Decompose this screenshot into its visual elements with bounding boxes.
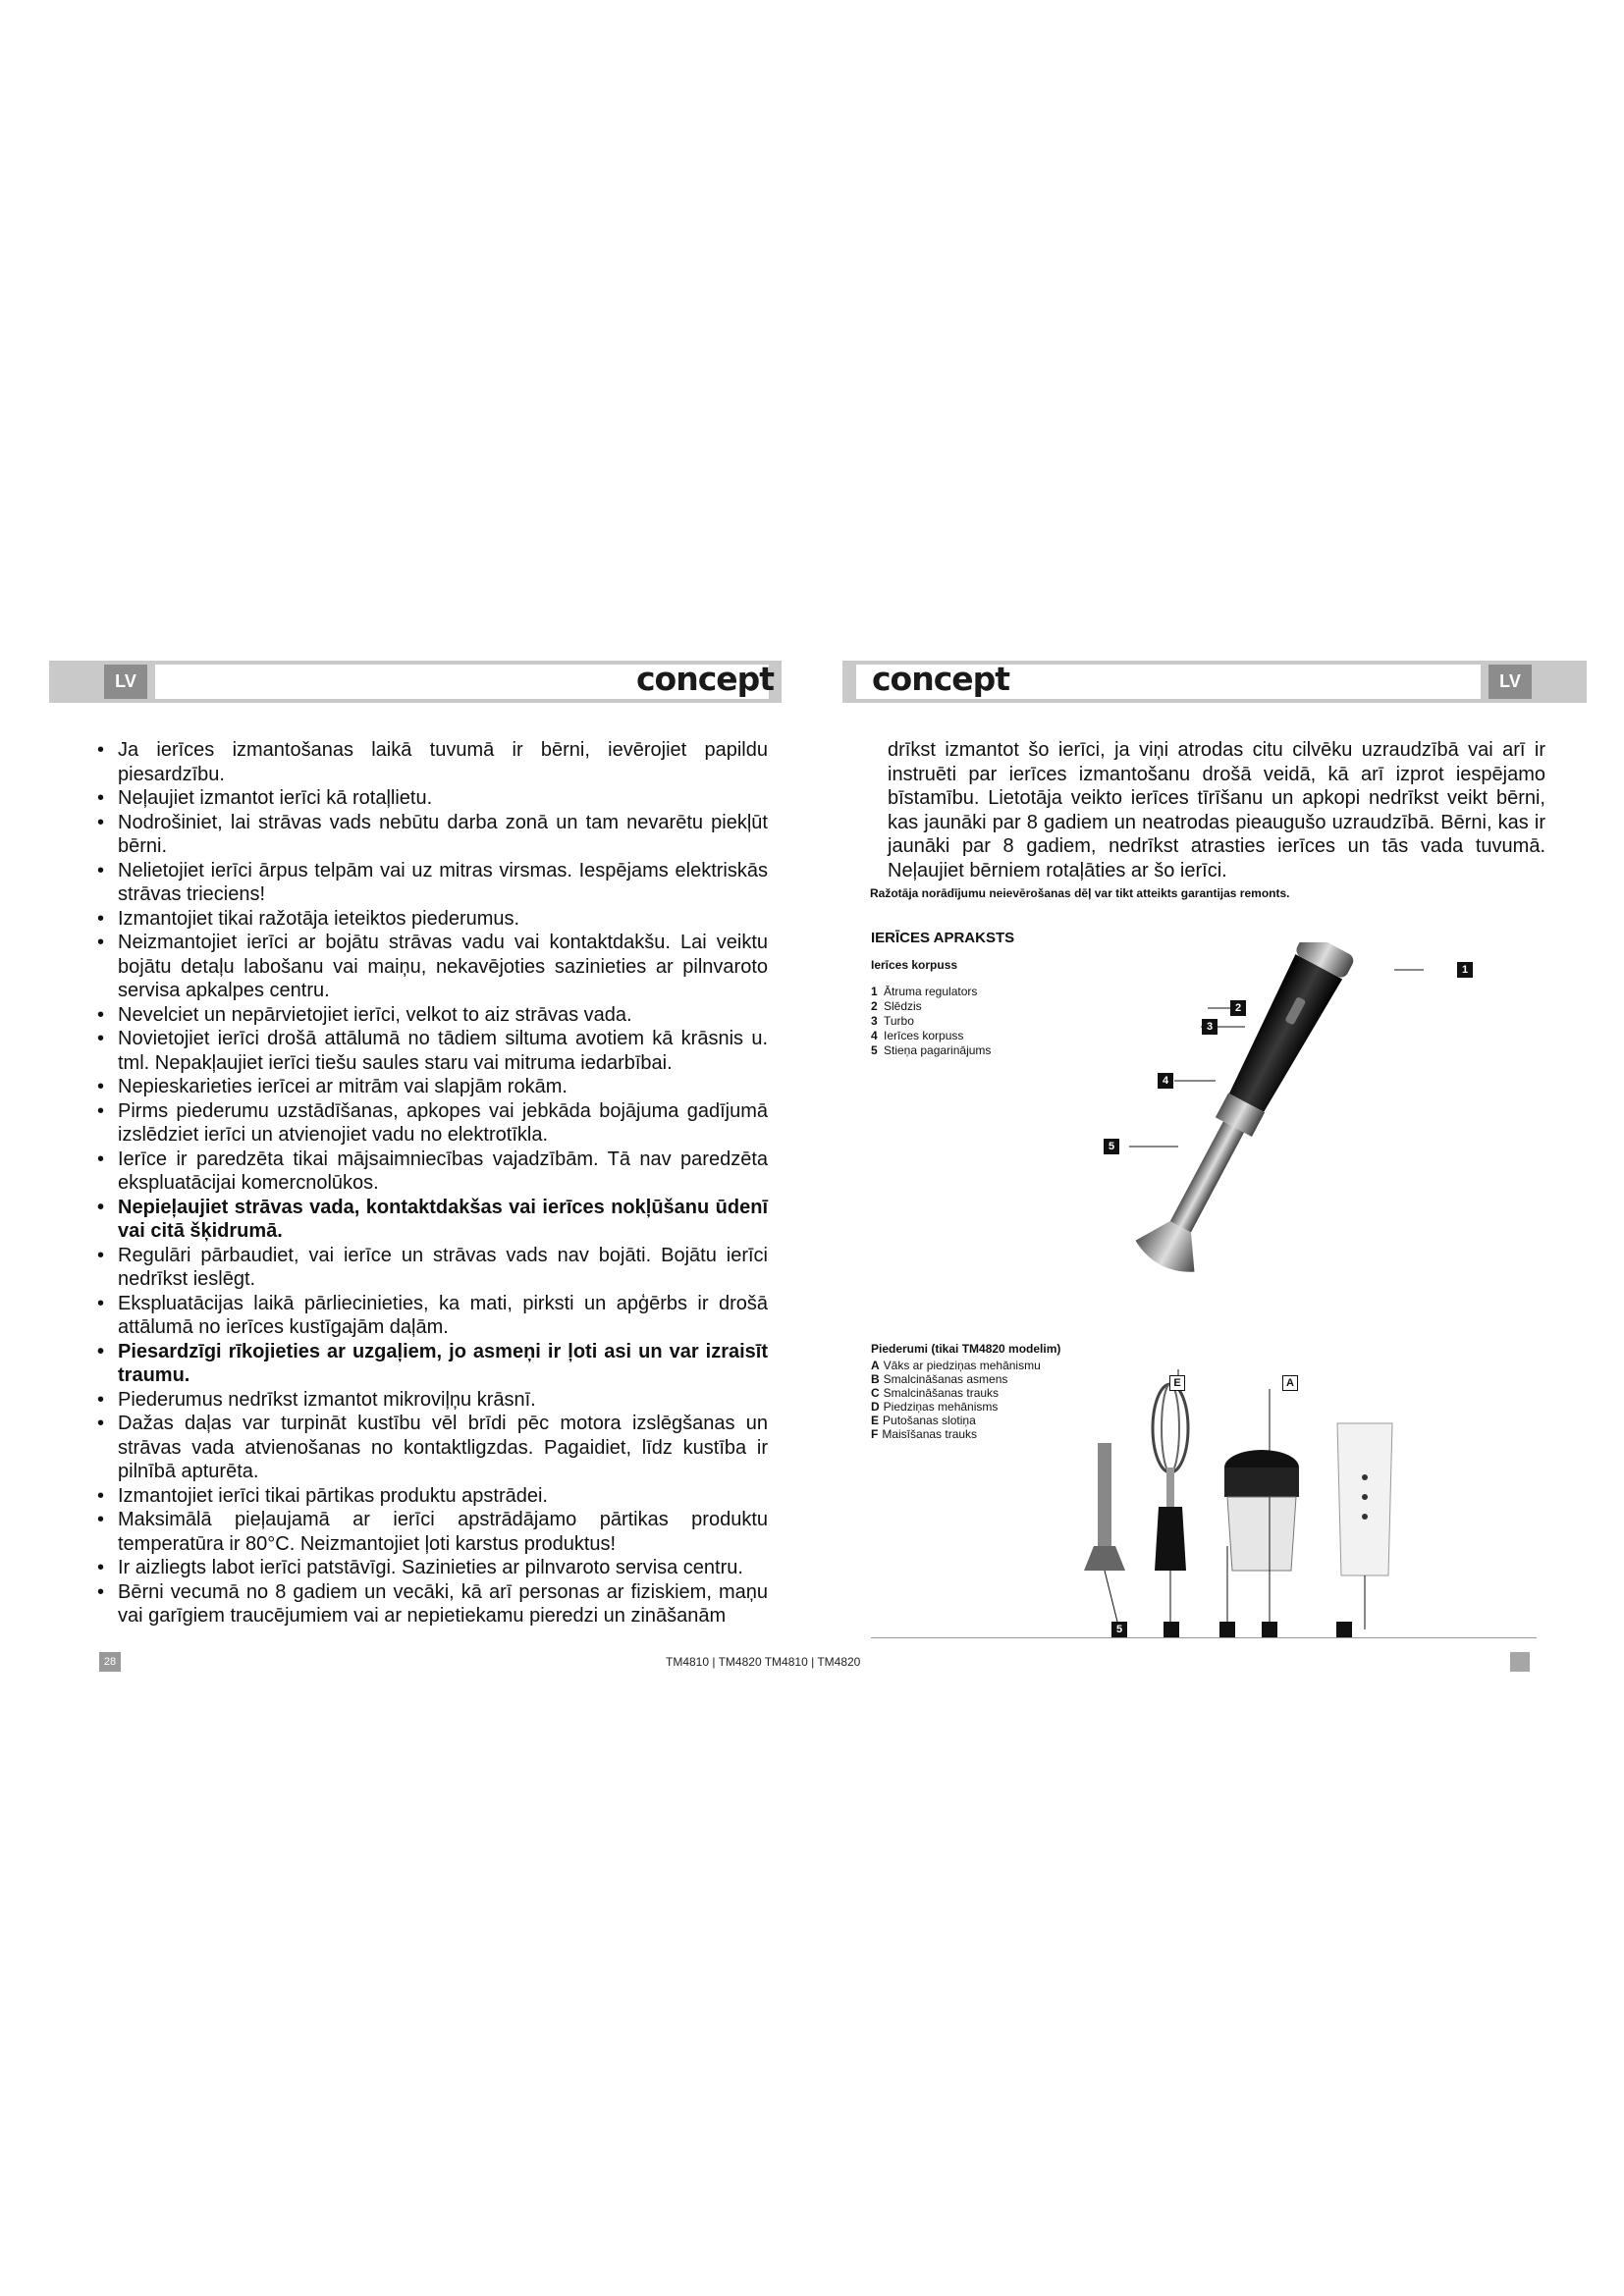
accessory-label: Vāks ar piedziņas mehānismu <box>883 1359 1041 1372</box>
language-badge-left: LV <box>104 665 147 699</box>
part-item <box>871 1014 991 1029</box>
part-item <box>871 1029 991 1043</box>
shaft-accessory <box>1084 1443 1125 1571</box>
callout-blank-1 <box>1164 1622 1179 1637</box>
description-title: IERĪCES APRAKSTS <box>871 930 1015 946</box>
accessory-label: Piedziņas mehānisms <box>883 1400 999 1414</box>
part-item <box>871 985 991 999</box>
brand-logo-right: concept <box>872 660 1010 698</box>
callout-5-bottom: 5 <box>1111 1622 1127 1637</box>
callout-1: 1 <box>1457 962 1473 978</box>
callout-2: 2 <box>1230 1000 1246 1016</box>
accessory-item <box>871 1427 1041 1441</box>
chopper-accessory <box>1224 1450 1299 1571</box>
part-label: Ātruma regulators <box>884 985 978 998</box>
accessory-letter: E <box>871 1414 880 1427</box>
manufacturer-note: Ražotāja norādījumu neievērošanas dēļ var tikt atteikts garantijas remonts. <box>870 886 1290 900</box>
accessory-letter: F <box>871 1427 879 1441</box>
accessories-list <box>871 1359 1041 1441</box>
safety-bullet: • Ir aizliegts labot ierīci patstāvīgi. Sazinieties ar pilnvaroto servisa centru. <box>95 1556 768 1580</box>
beaker-accessory <box>1337 1423 1392 1575</box>
part-item <box>871 999 991 1014</box>
part-number: 2 <box>871 999 878 1013</box>
accessory-letter: C <box>871 1386 880 1400</box>
accessory-label: Smalcināšanas trauks <box>883 1386 1000 1400</box>
accessory-letter: A <box>871 1359 880 1372</box>
part-label: Ierīces korpuss <box>884 1029 964 1042</box>
body-title: Ierīces korpuss <box>871 958 958 972</box>
callout-A: A <box>1282 1375 1298 1391</box>
safety-bullet: • Nepieļaujiet strāvas vada, kontaktdakšas vai ierīces nokļūšanu ūdenī vai citā šķidrumā. <box>95 1196 768 1244</box>
part-label: Turbo <box>884 1014 914 1028</box>
safety-bullet: • Nepieskarieties ierīcei ar mitrām vai slapjām rokām. <box>95 1075 768 1099</box>
safety-bullet: • Ierīce ir paredzēta tikai mājsaimniecības vajadzībām. Tā nav paredzēta ekspluatācijai komercnolūkos. <box>95 1148 768 1196</box>
safety-bullet: • Ja ierīces izmantošanas laikā tuvumā ir bērni, ievērojiet papildu piesardzību. <box>95 738 768 786</box>
accessory-letter: B <box>871 1372 880 1386</box>
safety-bullet: • Dažas daļas var turpināt kustību vēl brīdi pēc motora izslēgšanas un strāvas vada atvienošanas no kontaktligzdas. Pagaidiet, līdz kustība ir pilnībā apturēta. <box>95 1412 768 1484</box>
safety-bullet: • Pirms piederumu uzstādīšanas, apkopes vai jebkāda bojājuma gadījumā izslēdziet ierīci un atvienojiet vadu no elektrotīkla. <box>95 1099 768 1148</box>
safety-bullet: • Bērni vecumā no 8 gadiem un vecāki, kā arī personas ar fiziskiem, maņu vai garīgiem traucējumiem vai ar nepietiekamu pieredzi un zināšanām <box>95 1580 768 1629</box>
safety-bullet: • Maksimālā pieļaujamā ar ierīci apstrādājamo pārtikas produktu temperatūra ir 80°C. Neizmantojiet ļoti karstus produktus! <box>95 1508 768 1556</box>
safety-continuation-text: drīkst izmantot šo ierīci, ja viņi atrodas citu cilvēku uzraudzībā vai arī ir instruēti par ierīces izmantošanu drošā veidā, kā arī izprot iespējamo bīstamību. Lietotāja veikto ierīces tīrīšanu un apkopi nedrīkst veikt bērni, kas jaunāki par 8 gadiem un neatrodas pieaugušo uzraudzībā. Bērni, kas ir jaunāki par 8 gadiem, nedrīkst atrasties ierīces un tās vada tuvumā. Neļaujiet bērniem rotaļāties ar šo ierīci. <box>888 739 1545 881</box>
callout-E: E <box>1169 1375 1185 1391</box>
hand-blender-illustration <box>1070 942 1424 1320</box>
brand-logo-left: concept <box>636 660 775 698</box>
whisk-accessory <box>1153 1384 1188 1571</box>
accessory-label: Smalcināšanas asmens <box>883 1372 1008 1386</box>
accessory-item <box>871 1414 1041 1427</box>
part-item <box>871 1043 991 1058</box>
safety-bullet: • Novietojiet ierīci drošā attālumā no tādiem siltuma avotiem kā krāsnis u. tml. Nepakļaujiet ierīci tiešu saules staru vai mitruma iedarbībai. <box>95 1027 768 1075</box>
accessories-illustration <box>1080 1369 1414 1634</box>
safety-bullet: • Piesardzīgi rīkojieties ar uzgaļiem, jo asmeņi ir ļoti asi un var izraisīt traumu. <box>95 1340 768 1388</box>
part-label: Stieņa pagarinājums <box>884 1043 992 1057</box>
part-number: 1 <box>871 985 878 998</box>
safety-bullet: • Nodrošiniet, lai strāvas vads nebūtu darba zonā un tam nevarētu piekļūt bērni. <box>95 811 768 859</box>
callout-blank-3 <box>1262 1622 1277 1637</box>
accessory-item <box>871 1372 1041 1386</box>
accessory-label: Maisīšanas trauks <box>882 1427 978 1441</box>
part-number: 4 <box>871 1029 878 1042</box>
safety-bullet: • Neizmantojiet ierīci ar bojātu strāvas vadu vai kontaktdakšu. Lai veiktu bojātu detaļu labošanu vai maiņu, nekavējoties sazinieties ar pilnvaroto servisa apkalpes centru. <box>95 931 768 1003</box>
safety-instructions-left <box>95 738 768 1629</box>
footer-square <box>1510 1652 1530 1672</box>
safety-bullet: • Neļaujiet izmantot ierīci kā rotaļlietu. <box>95 786 768 811</box>
safety-instructions-right <box>870 738 1545 900</box>
blender-foot <box>1131 1211 1211 1281</box>
accessory-item <box>871 1359 1041 1372</box>
parts-list <box>871 985 991 1058</box>
safety-bullet: • Izmantojiet tikai ražotāja ieteiktos piederumus. <box>95 907 768 932</box>
accessory-item <box>871 1386 1041 1400</box>
accessory-item <box>871 1400 1041 1414</box>
safety-bullet: • Regulāri pārbaudiet, vai ierīce un strāvas vads nav bojāti. Bojātu ierīci nedrīkst ieslēgt. <box>95 1244 768 1292</box>
safety-bullet: • Nevelciet un nepārvietojiet ierīci, velkot to aiz strāvas vada. <box>95 1003 768 1028</box>
bottom-divider <box>871 1637 1537 1638</box>
safety-bullet: • Ekspluatācijas laikā pārliecinieties, ka mati, pirksti un apģērbs ir drošā attālumā no ierīces kustīgajām daļām. <box>95 1292 768 1340</box>
safety-bullet: • Nelietojiet ierīci ārpus telpām vai uz mitras virsmas. Iespējams elektriskās strāvas trieciens! <box>95 859 768 907</box>
page-number: 28 <box>99 1652 121 1672</box>
safety-bullet-list <box>95 738 768 1629</box>
accessory-letter: D <box>871 1400 880 1414</box>
blender-body <box>1223 954 1342 1115</box>
callout-blank-4 <box>1336 1622 1352 1637</box>
safety-bullet: • Izmantojiet ierīci tikai pārtikas produktu apstrādei. <box>95 1484 768 1509</box>
callout-4: 4 <box>1158 1073 1173 1089</box>
footer-models: TM4810 | TM4820 TM4810 | TM4820 <box>666 1655 861 1669</box>
shaft-extension <box>1167 1122 1244 1237</box>
accessories-title: Piederumi (tikai TM4820 modelim) <box>871 1342 1061 1356</box>
part-label: Slēdzis <box>884 999 922 1013</box>
callout-3: 3 <box>1202 1019 1218 1035</box>
safety-bullet: • Piederumus nedrīkst izmantot mikroviļņu krāsnī. <box>95 1388 768 1413</box>
callout-blank-2 <box>1219 1622 1235 1637</box>
accessory-label: Putošanas slotiņa <box>883 1414 976 1427</box>
part-number: 3 <box>871 1014 878 1028</box>
language-badge-right: LV <box>1489 665 1532 699</box>
callout-5: 5 <box>1104 1139 1119 1154</box>
part-number: 5 <box>871 1043 878 1057</box>
